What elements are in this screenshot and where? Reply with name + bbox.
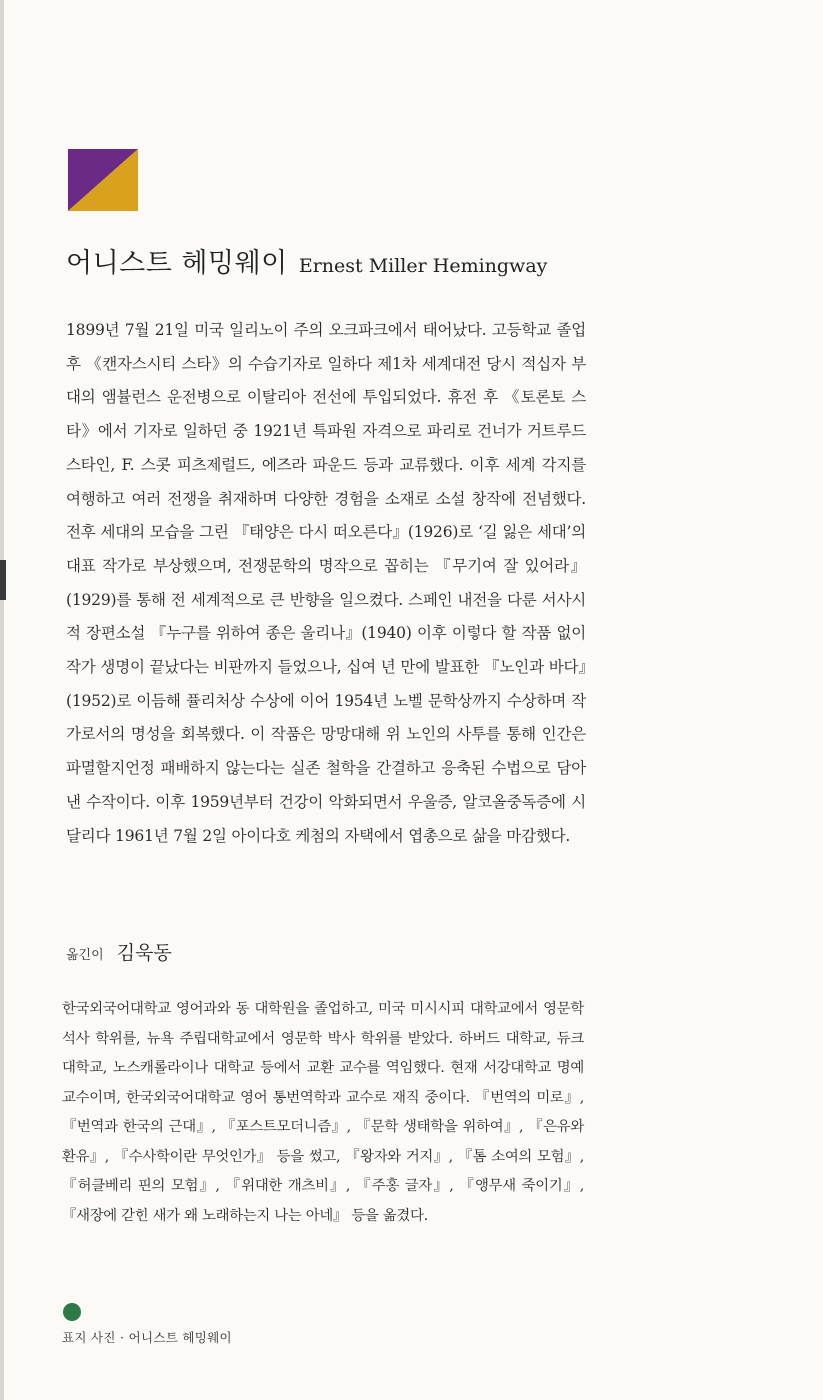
translator-name: 김욱동 bbox=[116, 942, 172, 964]
translator-heading bbox=[66, 938, 172, 971]
page-edge-mark bbox=[0, 560, 6, 600]
cover-photo-credit: 표지 사진 · 어니스트 헤밍웨이 bbox=[62, 1330, 232, 1345]
author-name-english: Ernest Miller Hemingway bbox=[298, 255, 548, 277]
author-biography: 1899년 7월 21일 미국 일리노이 주의 오크파크에서 태어났다. 고등학교 졸업 후 《캔자스시티 스타》의 수습기자로 일하다 제1차 세계대전 당시 적십자 부대의 앰뷸런스 운전병으로 이탈리아 전선에 투입되었다. 휴전 후 《토론토 스타》에서 기자로 일하던 중 1921년 특파원 자격으로 파리로 건너가 거트루드 스타인, F. 스콧 피츠제럴드, 에즈라 파운드 등과 교류했다. 이후 세계 각지를 여행하고 여러 전쟁을 취재하며 다양한 경험을 소재로 소설 창작에 전념했다. 전후 세대의 모습을 그린 『태양은 다시 떠오른다』(1926)로 ‘길 잃은 세대’의 대표 작가로 부상했으며, 전쟁문학의 명작으로 꼽히는 『무기여 잘 있어라』(1929)를 통해 전 세계적으로 큰 반향을 일으켰다. 스페인 내전을 다룬 서사시적 장편소설 『누구를 위하여 종은 울리나』(1940) 이후 이렇다 할 작품 없이 작가 생명이 끝났다는 비판까지 들었으나, 십여 년 만에 발표한 『노인과 바다』(1952)로 이듬해 퓰리처상 수상에 이어 1954년 노벨 문학상까지 수상하며 작가로서의 명성을 회복했다. 이 작품은 망망대해 위 노인의 사투를 통해 인간은 파멸할지언정 패배하지 않는다는 실존 철학을 간결하고 응축된 수법으로 담아낸 수작이다. 이후 1959년부터 건강이 악화되면서 우울증, 알코올중독증에 시달리다 1961년 7월 2일 아이다호 케첨의 자택에서 엽총으로 삶을 마감했다. bbox=[66, 321, 586, 845]
author-heading bbox=[66, 244, 547, 287]
author-name-korean: 어니스트 헤밍웨이 bbox=[66, 248, 288, 279]
publisher-emblem-icon bbox=[68, 149, 138, 211]
translator-role-label: 옮긴이 bbox=[66, 948, 104, 963]
page-edge bbox=[0, 0, 4, 1400]
translator-biography: 한국외국어대학교 영어과와 동 대학원을 졸업하고, 미국 미시시피 대학교에서 영문학 석사 학위를, 뉴욕 주립대학교에서 영문학 박사 학위를 받았다. 하버드 대학교, 듀크 대학교, 노스캐롤라이나 대학교 등에서 교환 교수를 역임했다. 현재 서강대학교 명예교수이며, 한국외국어대학교 영어 통번역학과 교수로 재직 중이다. 『번역의 미로』, 『번역과 한국의 근대』, 『포스트모더니즘』, 『문학 생태학을 위하여』, 『은유와 환유』, 『수사학이란 무엇인가』 등을 썼고, 『왕자와 거지』, 『톰 소여의 모험』, 『허클베리 핀의 모험』, 『위대한 개츠비』, 『주홍 글자』, 『앵무새 죽이기』, 『새장에 갇힌 새가 왜 노래하는지 나는 아네』 등을 옮겼다. bbox=[62, 1001, 584, 1224]
green-dot-icon bbox=[63, 1303, 81, 1321]
